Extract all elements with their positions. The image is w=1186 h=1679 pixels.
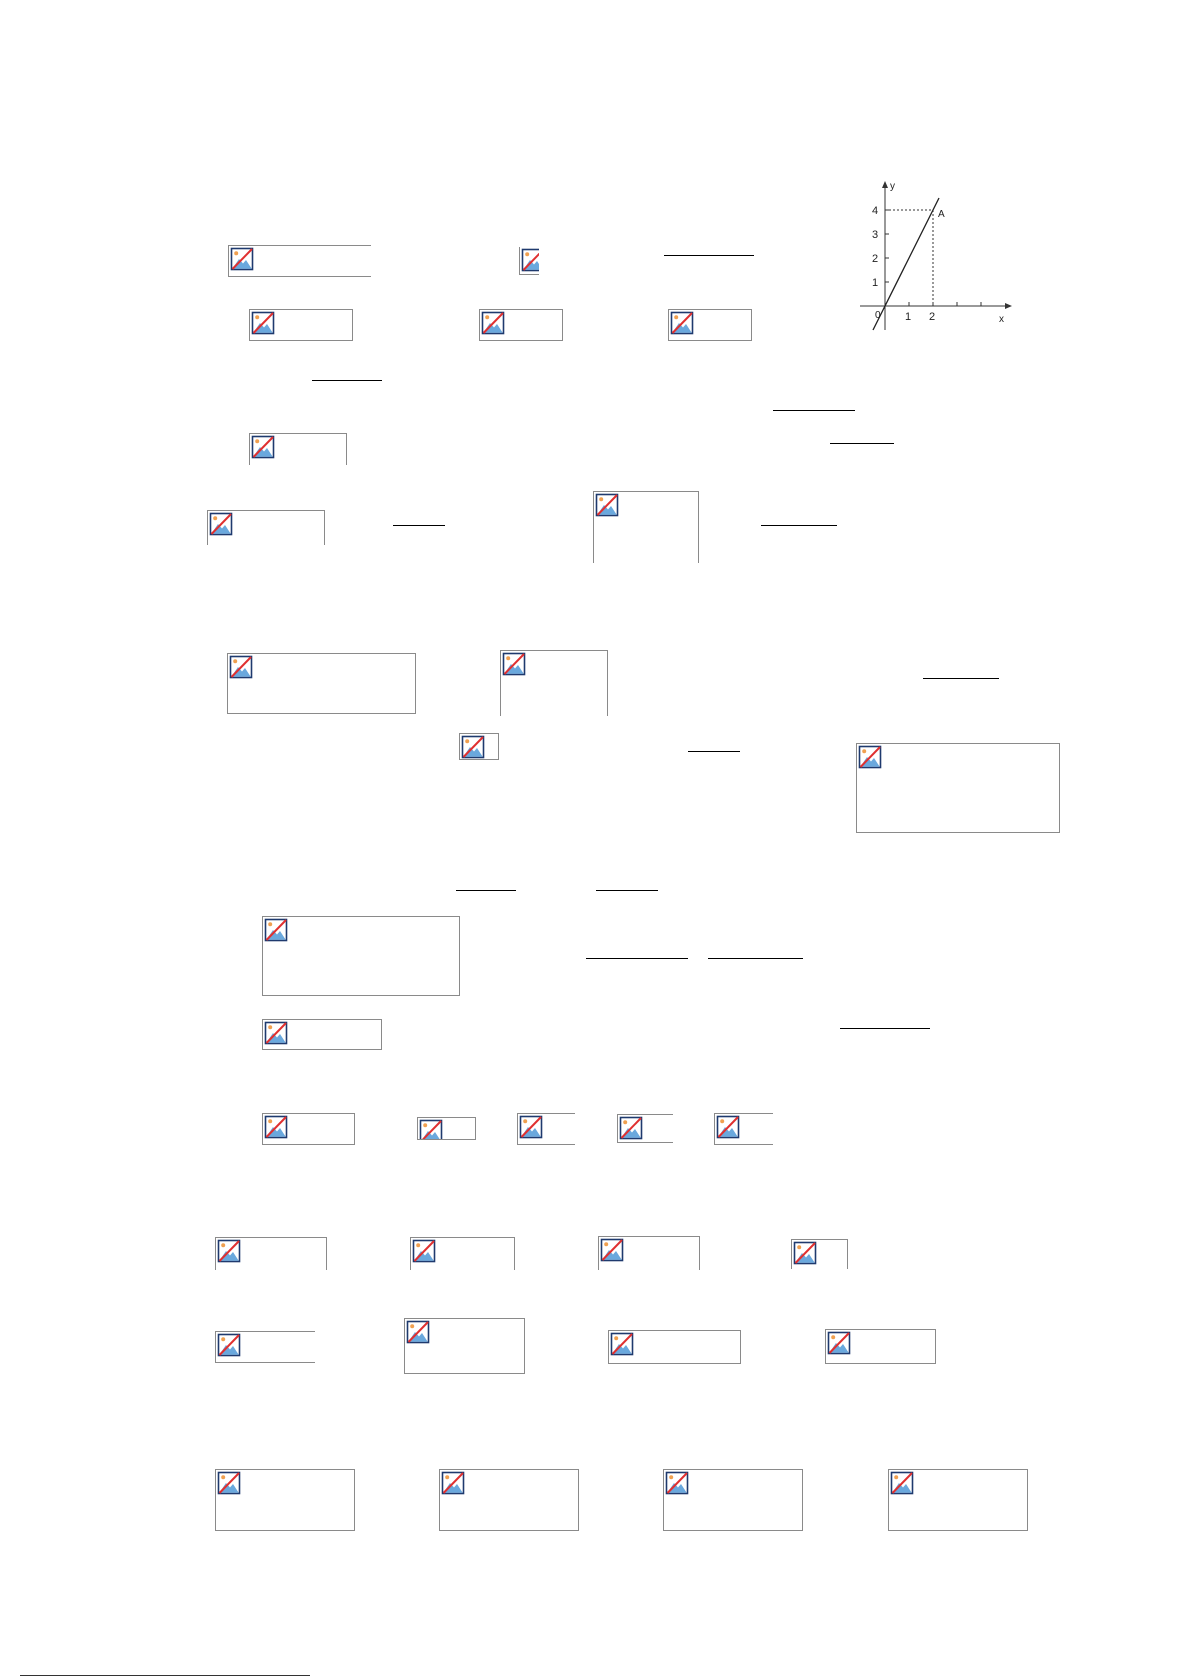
formula-image xyxy=(663,1469,803,1531)
formula-image xyxy=(856,743,1060,833)
formula-image xyxy=(249,309,353,341)
answer-blank xyxy=(708,958,803,959)
x-axis-arrow xyxy=(1005,303,1012,309)
formula-image xyxy=(215,1237,327,1270)
formula-image xyxy=(479,309,563,341)
y-axis-label: y xyxy=(890,181,895,192)
broken-image-icon xyxy=(217,1239,241,1263)
broken-image-icon xyxy=(595,493,619,517)
formula-image xyxy=(227,653,416,714)
formula-image xyxy=(262,916,460,996)
formula-image xyxy=(228,245,371,277)
formula-image xyxy=(500,650,608,716)
answer-blank xyxy=(596,890,658,891)
broken-image-icon xyxy=(502,652,526,676)
answer-blank xyxy=(773,410,855,411)
broken-image-icon xyxy=(481,311,505,335)
x-tick-label-2: 2 xyxy=(929,311,936,323)
formula-image xyxy=(439,1469,579,1531)
formula-image xyxy=(608,1330,741,1364)
formula-image xyxy=(593,491,699,563)
y-tick-label-4: 4 xyxy=(872,205,879,217)
broken-image-icon xyxy=(251,435,275,459)
broken-image-icon xyxy=(441,1471,465,1495)
formula-image xyxy=(410,1237,515,1270)
broken-image-icon xyxy=(264,1115,288,1139)
formula-image xyxy=(668,309,752,341)
broken-image-icon xyxy=(264,918,288,942)
formula-image xyxy=(825,1329,936,1364)
x-tick-label-1: 1 xyxy=(905,311,912,323)
broken-image-icon xyxy=(217,1471,241,1495)
point-a-label: A xyxy=(938,209,945,220)
broken-image-icon xyxy=(264,1021,288,1045)
answer-blank xyxy=(393,525,445,526)
y-tick-label-3: 3 xyxy=(872,229,879,241)
broken-image-icon xyxy=(209,512,233,536)
answer-blank xyxy=(761,525,837,526)
broken-image-icon xyxy=(793,1241,817,1265)
formula-image xyxy=(262,1113,355,1145)
formula-image xyxy=(215,1331,315,1363)
broken-image-icon xyxy=(670,311,694,335)
broken-image-icon xyxy=(230,247,254,271)
broken-image-icon xyxy=(519,1115,543,1139)
formula-image xyxy=(249,433,347,465)
answer-blank xyxy=(312,380,382,381)
origin-label: 0 xyxy=(875,310,881,321)
formula-image xyxy=(215,1469,355,1531)
broken-image-icon xyxy=(890,1471,914,1495)
formula-image xyxy=(417,1117,476,1140)
formula-image xyxy=(517,1113,575,1145)
formula-image xyxy=(791,1239,848,1269)
broken-image-icon xyxy=(229,655,253,679)
answer-blank xyxy=(586,958,688,959)
formula-image xyxy=(617,1114,673,1143)
answer-blank xyxy=(688,751,740,752)
x-axis-label: x xyxy=(999,314,1004,325)
line-graph-figure xyxy=(855,180,1015,340)
broken-image-icon xyxy=(406,1320,430,1344)
answer-blank xyxy=(830,443,894,444)
broken-image-icon xyxy=(600,1238,624,1262)
broken-image-icon xyxy=(251,311,275,335)
broken-image-icon xyxy=(827,1331,851,1355)
footnote-rule xyxy=(20,1675,310,1676)
broken-image-icon xyxy=(419,1119,443,1140)
broken-image-icon xyxy=(461,735,485,759)
broken-image-icon xyxy=(858,745,882,769)
broken-image-icon xyxy=(217,1333,241,1357)
broken-image-icon xyxy=(412,1239,436,1263)
answer-blank xyxy=(923,678,999,679)
formula-image xyxy=(459,733,499,760)
broken-image-icon xyxy=(521,248,539,272)
formula-image xyxy=(519,247,539,275)
answer-blank xyxy=(840,1028,930,1029)
formula-image xyxy=(714,1113,773,1145)
y-tick-label-1: 1 xyxy=(872,277,879,289)
formula-image xyxy=(262,1019,382,1050)
answer-blank xyxy=(664,255,754,256)
formula-image xyxy=(404,1318,525,1374)
broken-image-icon xyxy=(610,1332,634,1356)
formula-image xyxy=(888,1469,1028,1531)
broken-image-icon xyxy=(665,1471,689,1495)
y-tick-label-2: 2 xyxy=(872,253,879,265)
formula-image xyxy=(598,1236,700,1270)
broken-image-icon xyxy=(619,1116,643,1140)
answer-blank xyxy=(456,890,516,891)
y-axis-arrow xyxy=(882,181,888,188)
formula-image xyxy=(207,510,325,545)
broken-image-icon xyxy=(716,1115,740,1139)
